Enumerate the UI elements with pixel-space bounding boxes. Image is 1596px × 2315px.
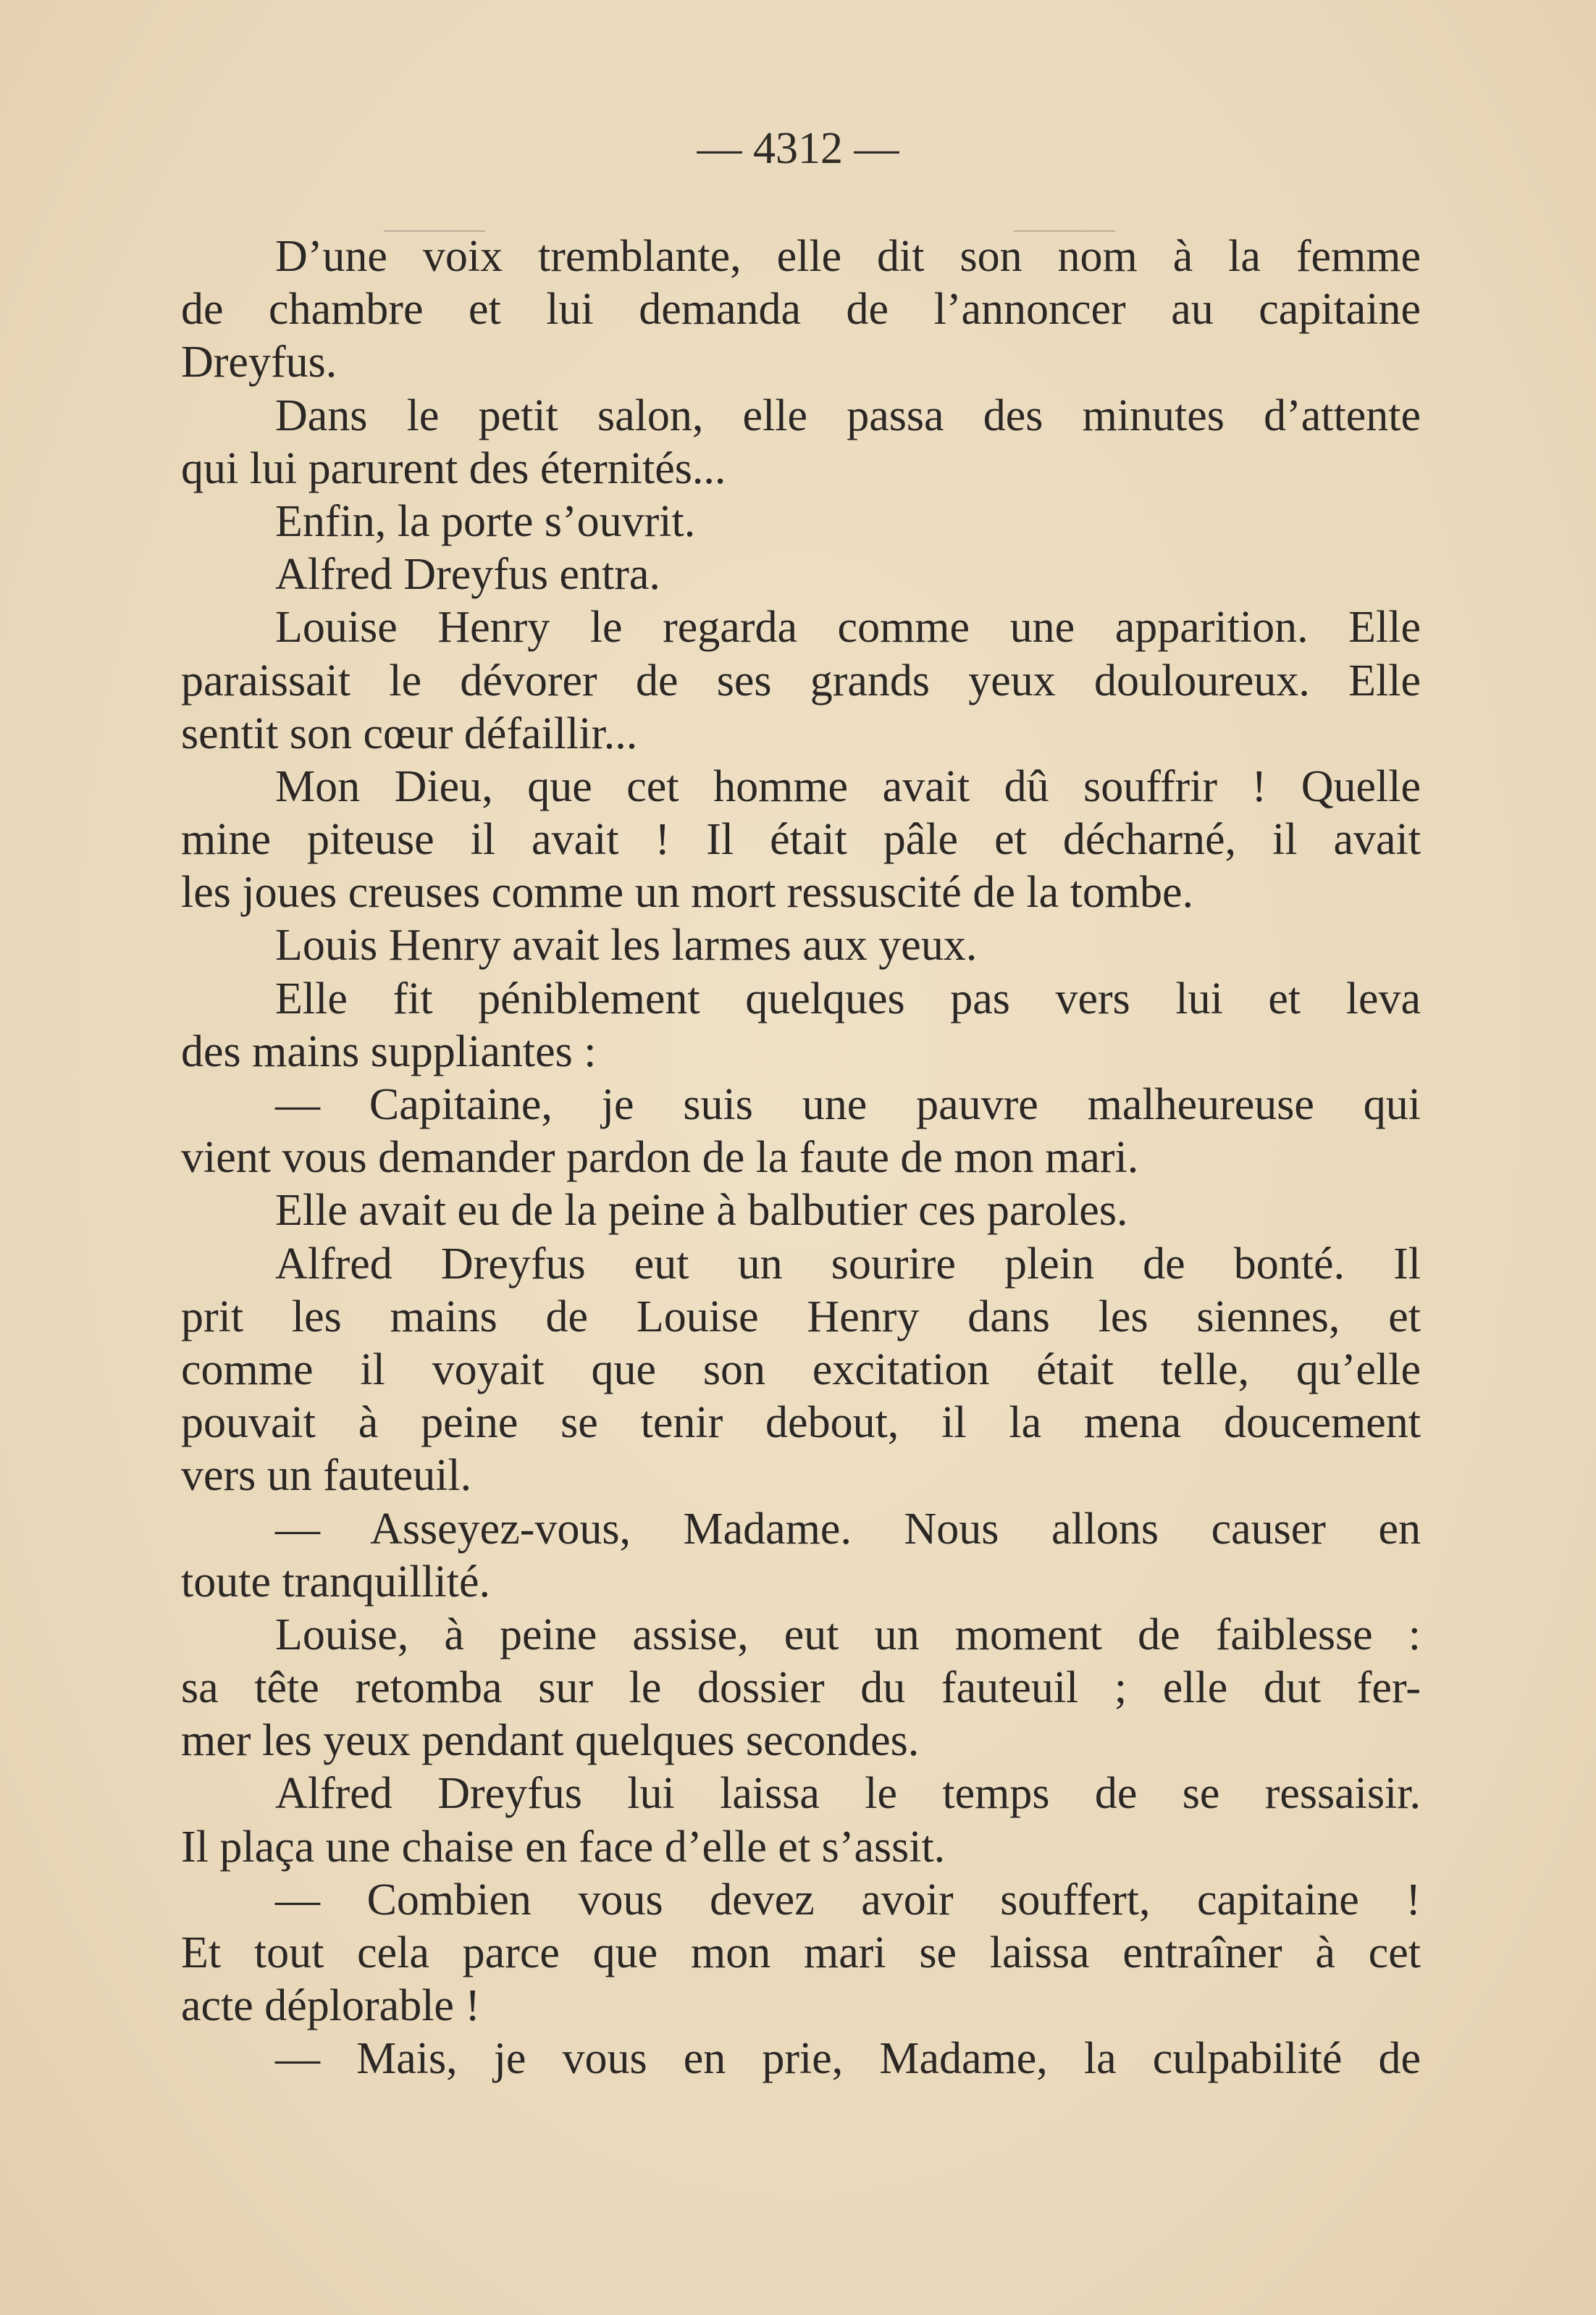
text-line: Il plaça une chaise en face d’elle et s’assit. xyxy=(181,1822,946,1872)
text-line: les joues creuses comme un mort ressuscité de la tombe. xyxy=(181,868,1194,918)
text-line: Elle fit péniblement quelques pas vers lui et leva xyxy=(275,974,1421,1023)
text-line: mer les yeux pendant quelques secondes. xyxy=(181,1716,920,1766)
text-line: toute tranquillité. xyxy=(181,1557,491,1607)
text-line: sentit son cœur défaillir... xyxy=(181,708,638,758)
text-line: vers un fauteuil. xyxy=(181,1451,472,1501)
text-line: de chambre et lui demanda de l’annoncer au capitaine xyxy=(181,285,1421,335)
text-line: Dans le petit salon, elle passa des minutes d’attente xyxy=(275,390,1421,440)
text-line: — Asseyez-vous, Madame. Nous allons causer en xyxy=(275,1504,1421,1554)
text-line: Dreyfus. xyxy=(181,338,337,388)
text-line: Elle avait eu de la peine à balbutier ces paroles. xyxy=(275,1186,1128,1236)
text-line: vient vous demander pardon de la faute de mon mari. xyxy=(181,1133,1139,1183)
text-line: — Capitaine, je suis une pauvre malheureuse qui xyxy=(275,1080,1421,1129)
text-line: Alfred Dreyfus entra. xyxy=(275,550,660,600)
text-line: pouvait à peine se tenir debout, il la mena doucement xyxy=(181,1398,1421,1448)
text-line: Alfred Dreyfus lui laissa le temps de se ressaisir. xyxy=(275,1769,1421,1819)
text-line: comme il voyait que son excitation était telle, qu’elle xyxy=(181,1344,1421,1394)
page-number: — 4312 — xyxy=(697,124,899,173)
text-line: mine piteuse il avait ! Il était pâle et décharné, il avait xyxy=(181,815,1421,865)
text-line: qui lui parurent des éternités... xyxy=(181,443,726,493)
text-line: prit les mains de Louise Henry dans les siennes, et xyxy=(181,1292,1421,1341)
text-line: Mon Dieu, que cet homme avait dû souffrir ! Quelle xyxy=(275,761,1421,811)
text-line: Enfin, la porte s’ouvrit. xyxy=(275,496,696,546)
text-line: — Mais, je vous en prie, Madame, la culpabilité de xyxy=(275,2034,1421,2084)
text-line: paraissait le dévorer de ses grands yeux douloureux. Elle xyxy=(181,656,1421,706)
text-line: Louise Henry le regarda comme une apparition. Elle xyxy=(275,603,1421,653)
text-line: sa tête retomba sur le dossier du fauteuil ; elle dut fer- xyxy=(181,1663,1421,1713)
text-line: — Combien vous devez avoir souffert, capitaine ! xyxy=(275,1875,1421,1925)
body-text xyxy=(181,230,1421,2086)
text-line: Alfred Dreyfus eut un sourire plein de bonté. Il xyxy=(275,1239,1421,1289)
text-line: des mains suppliantes : xyxy=(181,1026,597,1076)
text-line: Louise, à peine assise, eut un moment de faiblesse : xyxy=(275,1609,1421,1659)
text-line: acte déplorable ! xyxy=(181,1981,481,2031)
text-line: D’une voix tremblante, elle dit son nom à la femme xyxy=(275,232,1421,281)
text-line: Et tout cela parce que mon mari se laissa entraîner à cet xyxy=(181,1928,1421,1977)
text-line: Louis Henry avait les larmes aux yeux. xyxy=(275,921,978,971)
